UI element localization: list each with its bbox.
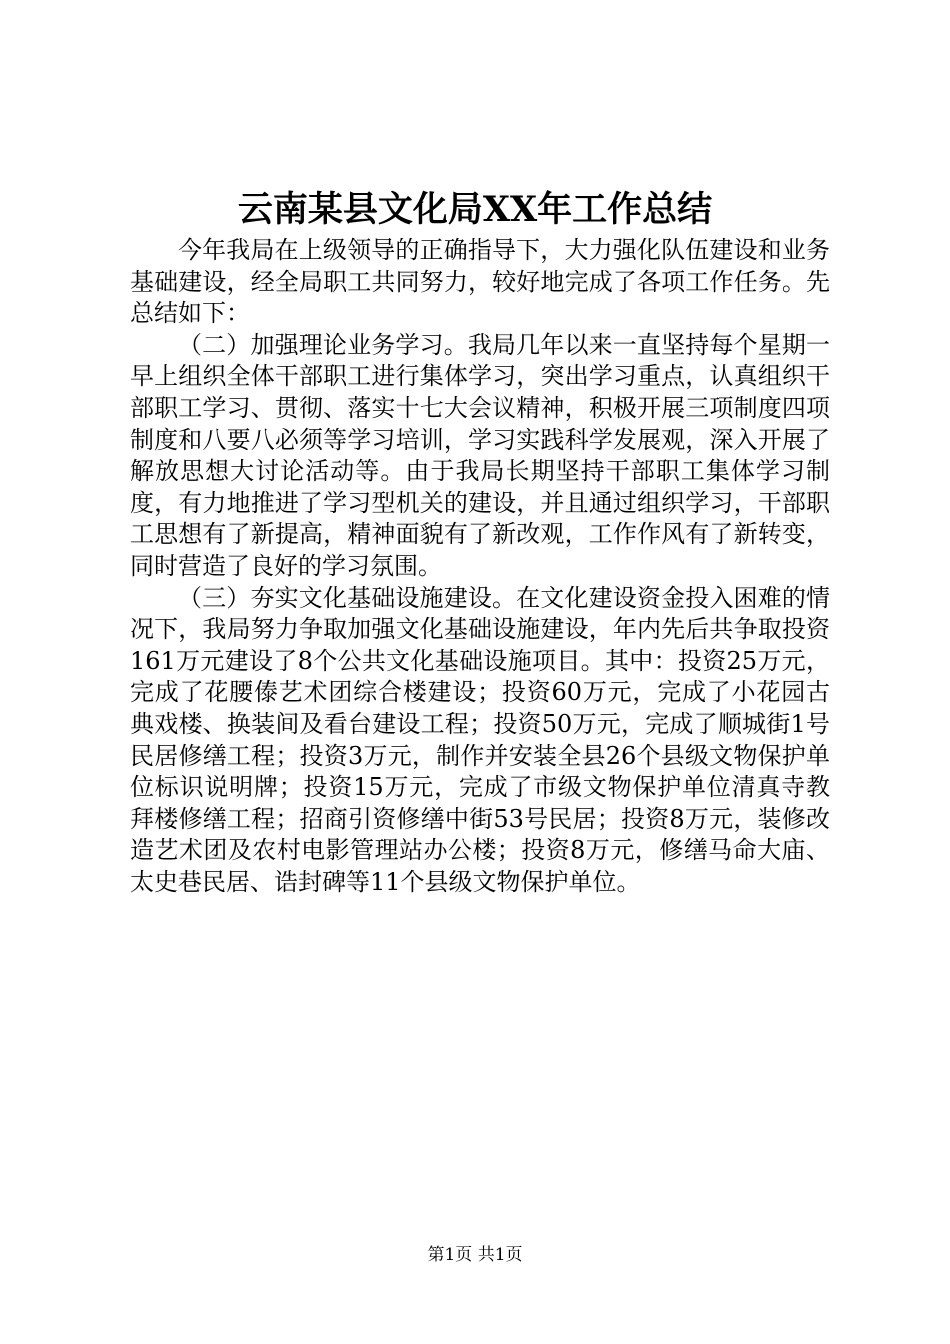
document-body <box>130 235 830 898</box>
document-title: 云南某县文化局XX年工作总结 <box>237 189 713 230</box>
paragraph-intro: 今年我局在上级领导的正确指导下，大力强化队伍建设和业务基础建设，经全局职工共同努力，较好地完成了各项工作任务。先总结如下： <box>130 236 830 328</box>
page-number-footer: 第1页 共1页 <box>427 1245 523 1265</box>
paragraph-study: （二）加强理论业务学习。我局几年以来一直坚持每个星期一早上组织全体干部职工进行集体学习，突出学习重点，认真组织干部职工学习、贯彻、落实十七大会议精神，积极开展三项制度四项制度和八要八必须等学习培训，学习实践科学发展观，深入开展了解放思想大讨论活动等。由于我局长期坚持干部职工集体学习制度，有力地推进了学习型机关的建设，并且通过组织学习，干部职工思想有了新提高，精神面貌有了新改观，工作作风有了新转变，同时营造了良好的学习氛围。 <box>130 330 830 580</box>
paragraph-infrastructure: （三）夯实文化基础设施建设。在文化建设资金投入困难的情况下，我局努力争取加强文化基础设施建设，年内先后共争取投资161万元建设了8个公共文化基础设施项目。其中：投资25万元，完成了花腰傣艺术团综合楼建设；投资60万元，完成了小花园古典戏楼、换装间及看台建设工程；投资50万元，完成了顺城街1号民居修缮工程；投资3万元，制作并安装全县26个县级文物保护单位标识说明牌；投资15万元，完成了市级文物保护单位清真寺教拜楼修缮工程；招商引资修缮中街53号民居；投资8万元，装修改造艺术团及农村电影管理站办公楼；投资8万元，修缮马命大庙、太史巷民居、诰封碑等11个县级文物保护单位。 <box>130 583 830 896</box>
